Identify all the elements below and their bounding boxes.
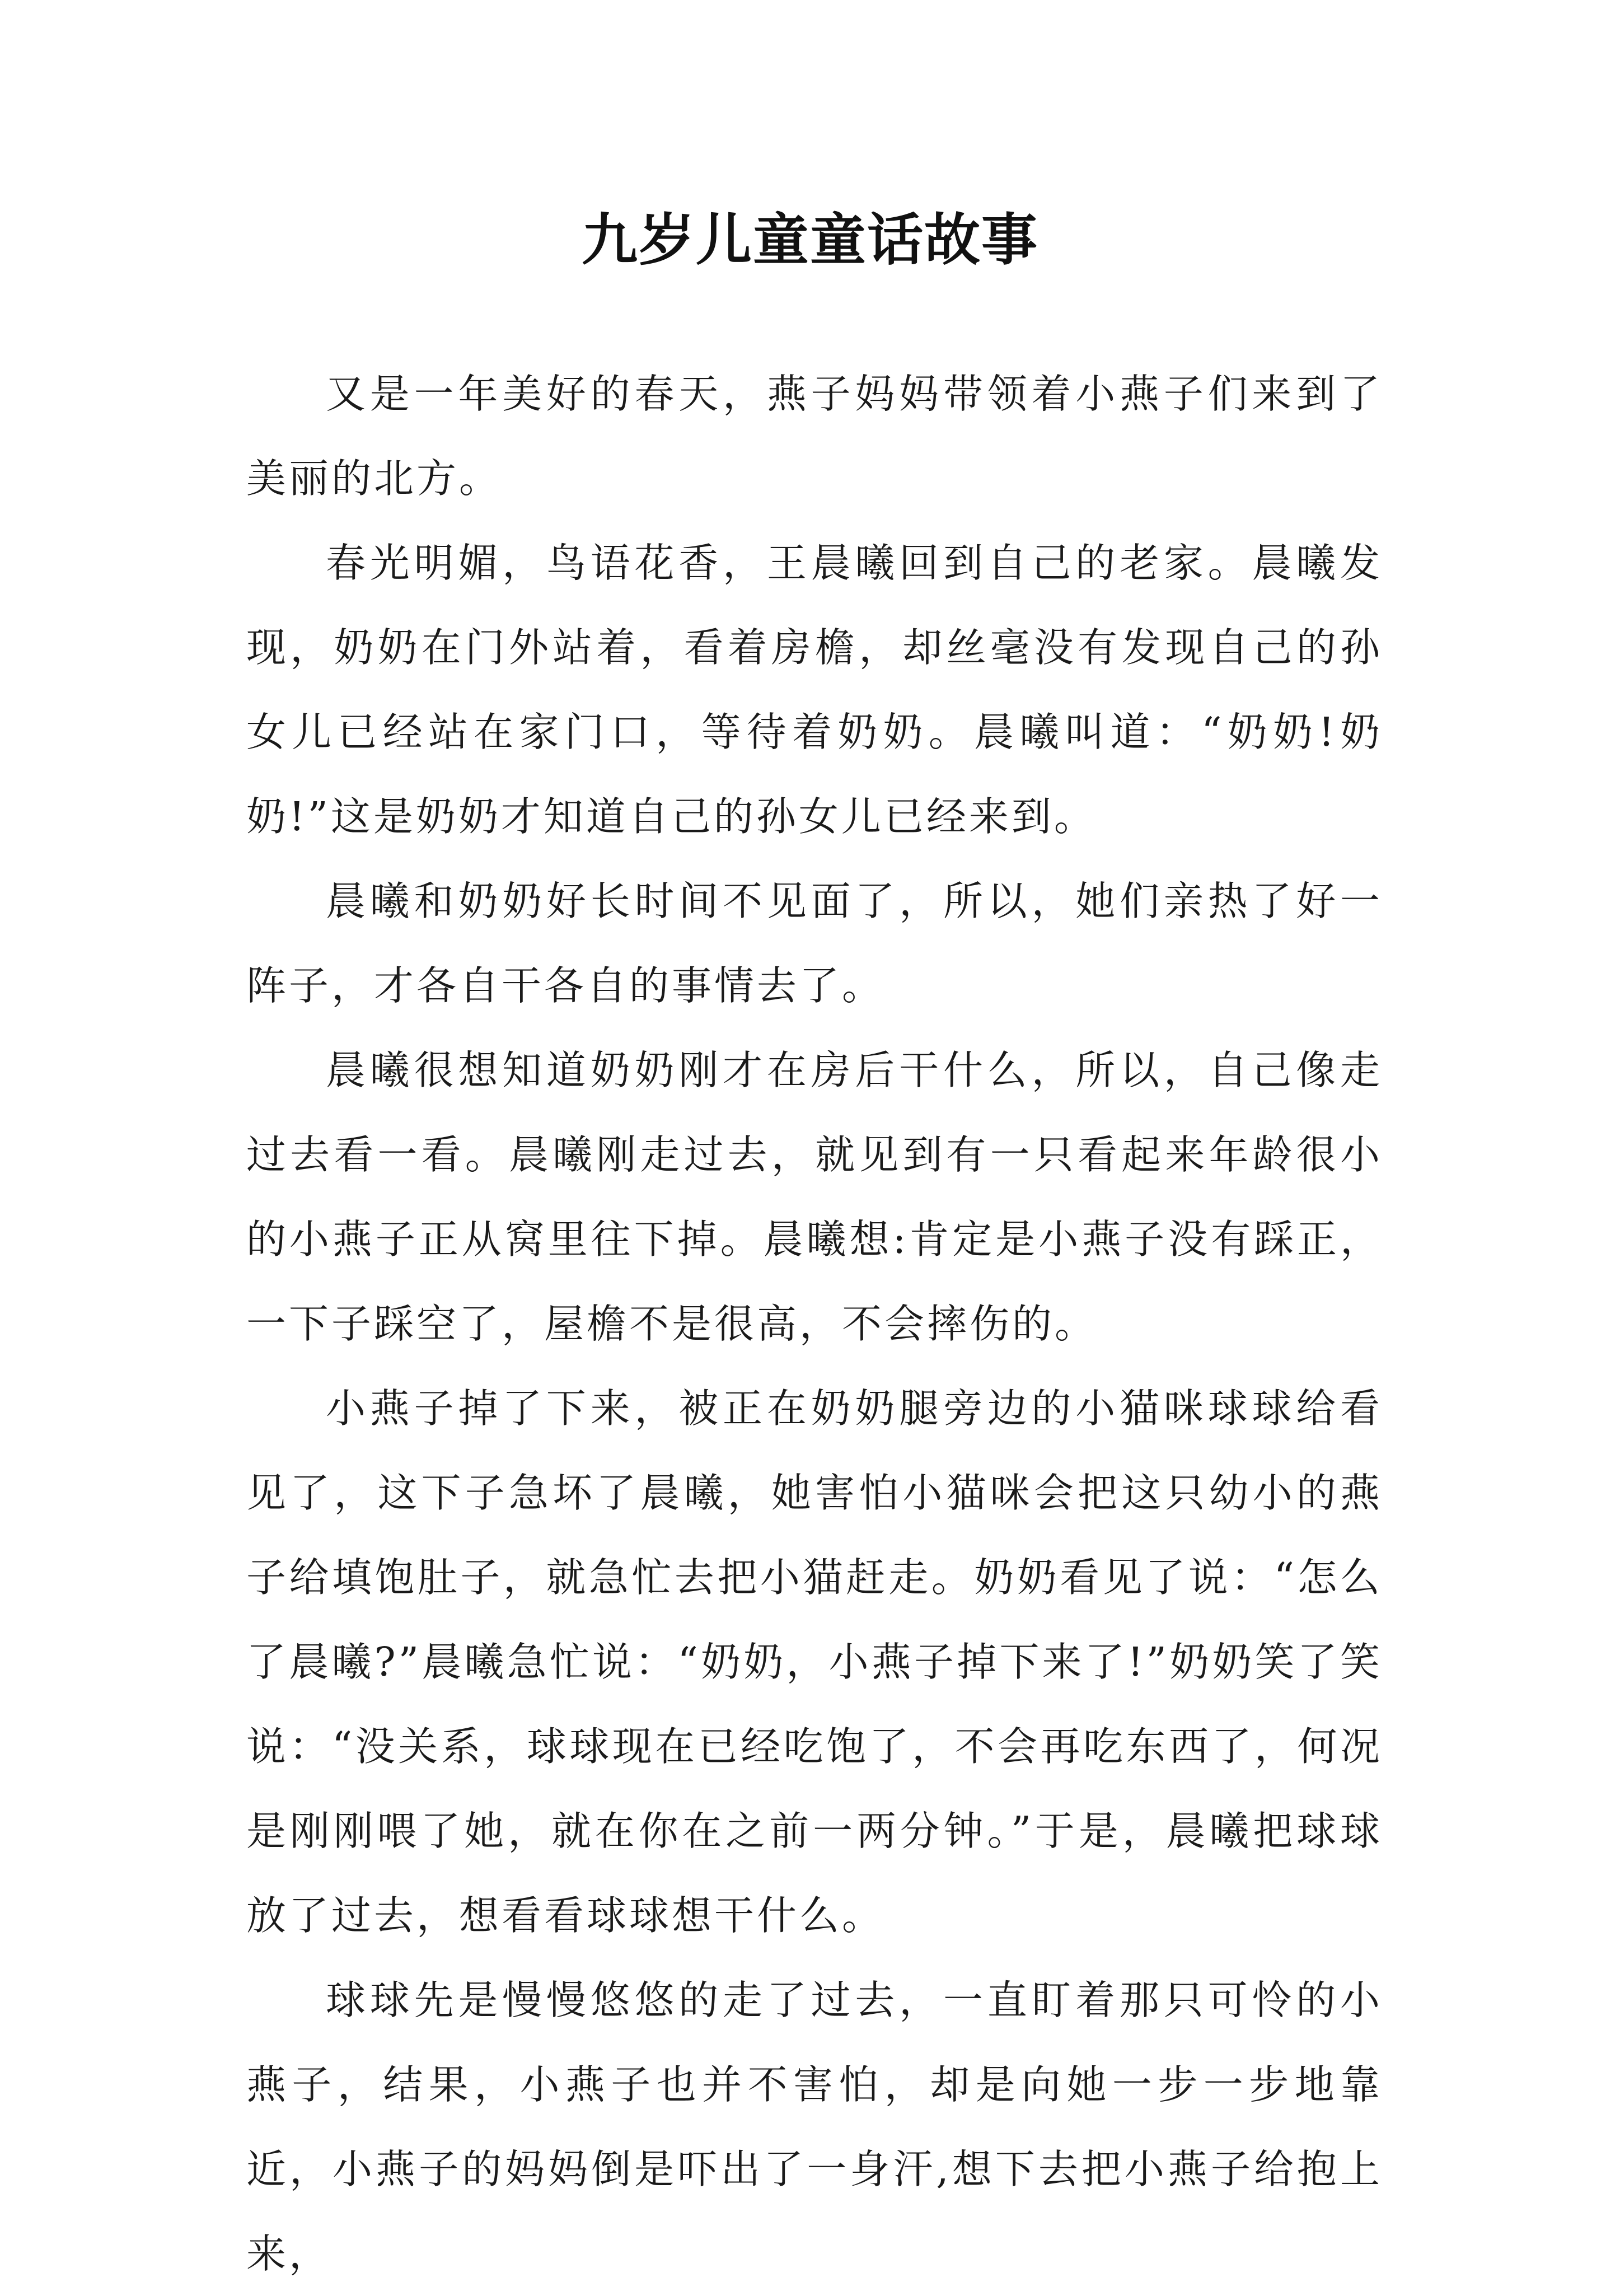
paragraph: 小燕子掉了下来，被正在奶奶腿旁边的小猫咪球球给看见了，这下子急坏了晨曦，她害怕小猫咪会把这只幼小的燕子给填饱肚子，就急忙去把小猫赶走。奶奶看见了说：“怎么了晨曦?”晨曦急忙说：“奶奶，小燕子掉下来了!”奶奶笑了笑说：“没关系，球球现在已经吃饱了，不会再吃东西了，何况是刚刚喂了她，就在你在之前一两分钟。”于是，晨曦把球球放了过去，想看看球球想干什么。: [246, 1385, 1383, 1939]
paragraph: 又是一年美好的春天，燕子妈妈带领着小燕子们来到了美丽的北方。: [246, 371, 1383, 502]
paragraph: 春光明媚，鸟语花香，王晨曦回到自己的老家。晨曦发现，奶奶在门外站着，看着房檐，却丝毫没有发现自己的孙女儿已经站在家门口，等待着奶奶。晨曦叫道：“奶奶!奶奶!”这是奶奶才知道自己的孙女儿已经来到。: [246, 540, 1383, 840]
paragraph: 球球先是慢慢悠悠的走了过去，一直盯着那只可怜的小燕子，结果，小燕子也并不害怕，却是向她一步一步地靠近，小燕子的妈妈倒是吓出了一身汗,想下去把小燕子给抱上来，: [246, 1977, 1383, 2277]
paragraph: 晨曦和奶奶好长时间不见面了，所以，她们亲热了好一阵子，才各自干各自的事情去了。: [246, 878, 1383, 1009]
document-title: 九岁儿童童话故事: [582, 207, 1038, 273]
document-body: [246, 352, 1383, 2296]
paragraph: 晨曦很想知道奶奶刚才在房后干什么，所以，自己像走过去看一看。晨曦刚走过去，就见到有一只看起来年龄很小的小燕子正从窝里往下掉。晨曦想:肯定是小燕子没有踩正，一下子踩空了，屋檐不是很高，不会摔伤的。: [246, 1047, 1383, 1347]
